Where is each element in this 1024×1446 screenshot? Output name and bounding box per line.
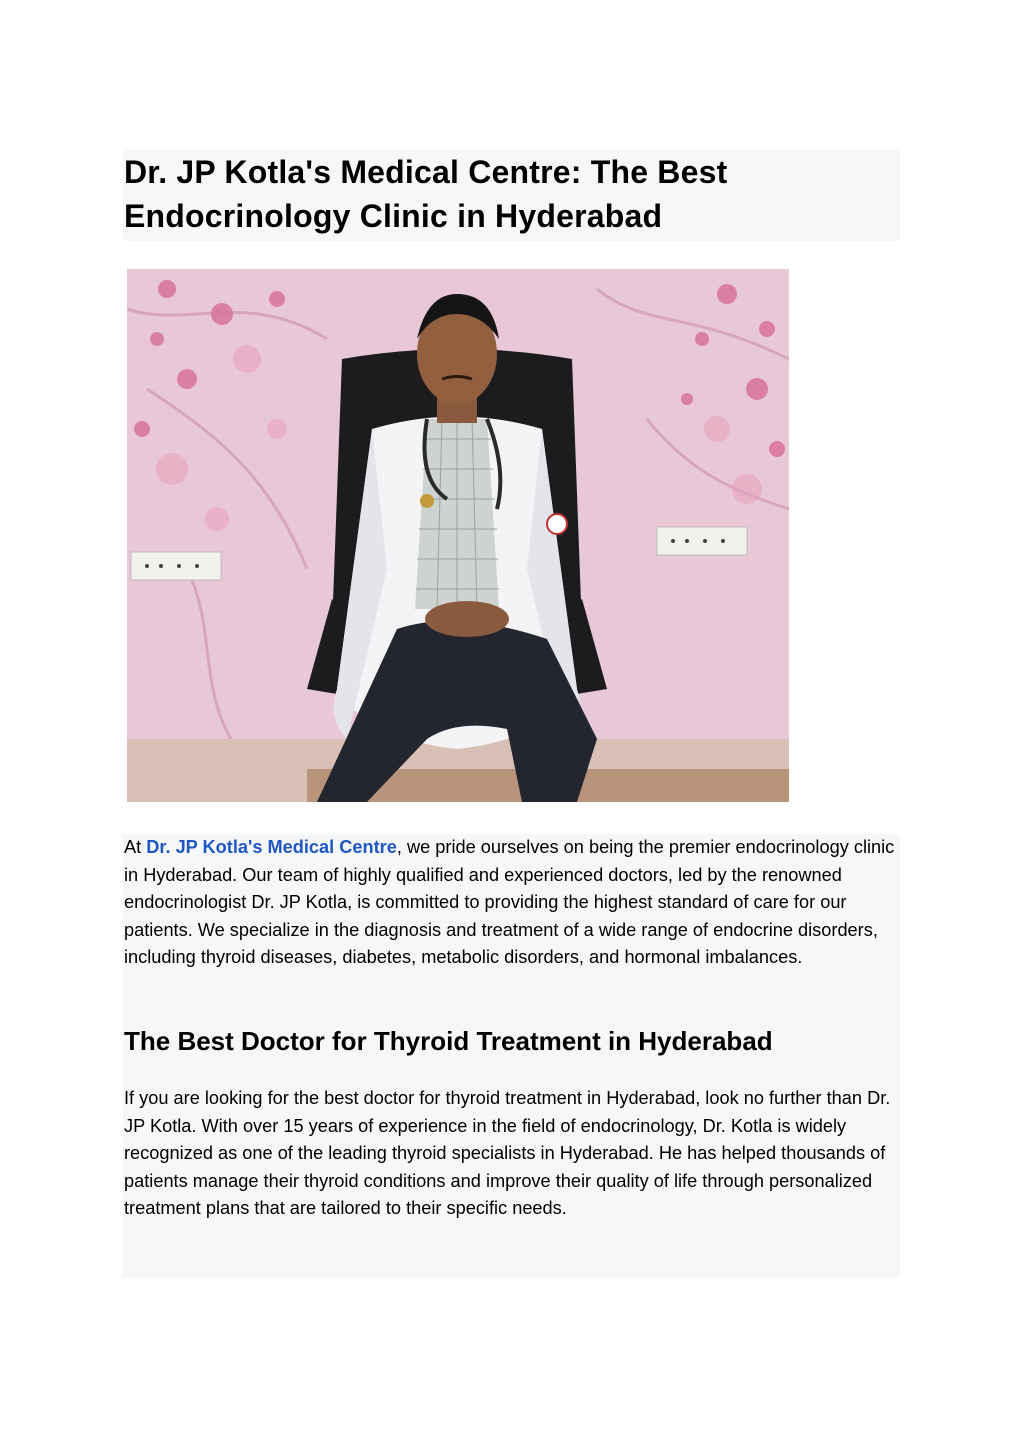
doctor-photo (127, 269, 789, 802)
medical-centre-link[interactable]: Dr. JP Kotla's Medical Centre (146, 837, 397, 857)
intro-paragraph (123, 834, 900, 972)
page-title-line-2: Endocrinology Clinic in Hyderabad (124, 198, 663, 234)
page-title-line-1: Dr. JP Kotla's Medical Centre: The Best (124, 154, 728, 190)
page-title (123, 150, 900, 238)
content-block (123, 834, 900, 1278)
section-paragraph: If you are looking for the best doctor for thyroid treatment in Hyderabad, look no further than Dr. JP Kotla. With over 15 years of experience in the field of endocrinology, Dr. Kotla is widely recognized as one of the leading thyroid specialists in Hyderabad. He has helped thousands of patients manage their thyroid conditions and improve their quality of life through personalized treatment plans that are tailored to their specific needs. (124, 1088, 891, 1218)
title-block (123, 149, 900, 241)
intro-body: , we pride ourselves on being the premier endocrinology clinic in Hyderabad. Our team of highly qualified and experienced doctors, led by the renowned endocrinologist Dr. JP Kotla, is committed to providing the highest standard of care for our patients. We specialize in the diagnosis and treatment of a wide range of endocrine disorders, including thyroid diseases, diabetes, metabolic disorders, and hormonal imbalances. (124, 837, 895, 967)
intro-prefix: At (124, 837, 147, 857)
section-heading: The Best Doctor for Thyroid Treatment in Hyderabad (124, 1026, 773, 1056)
